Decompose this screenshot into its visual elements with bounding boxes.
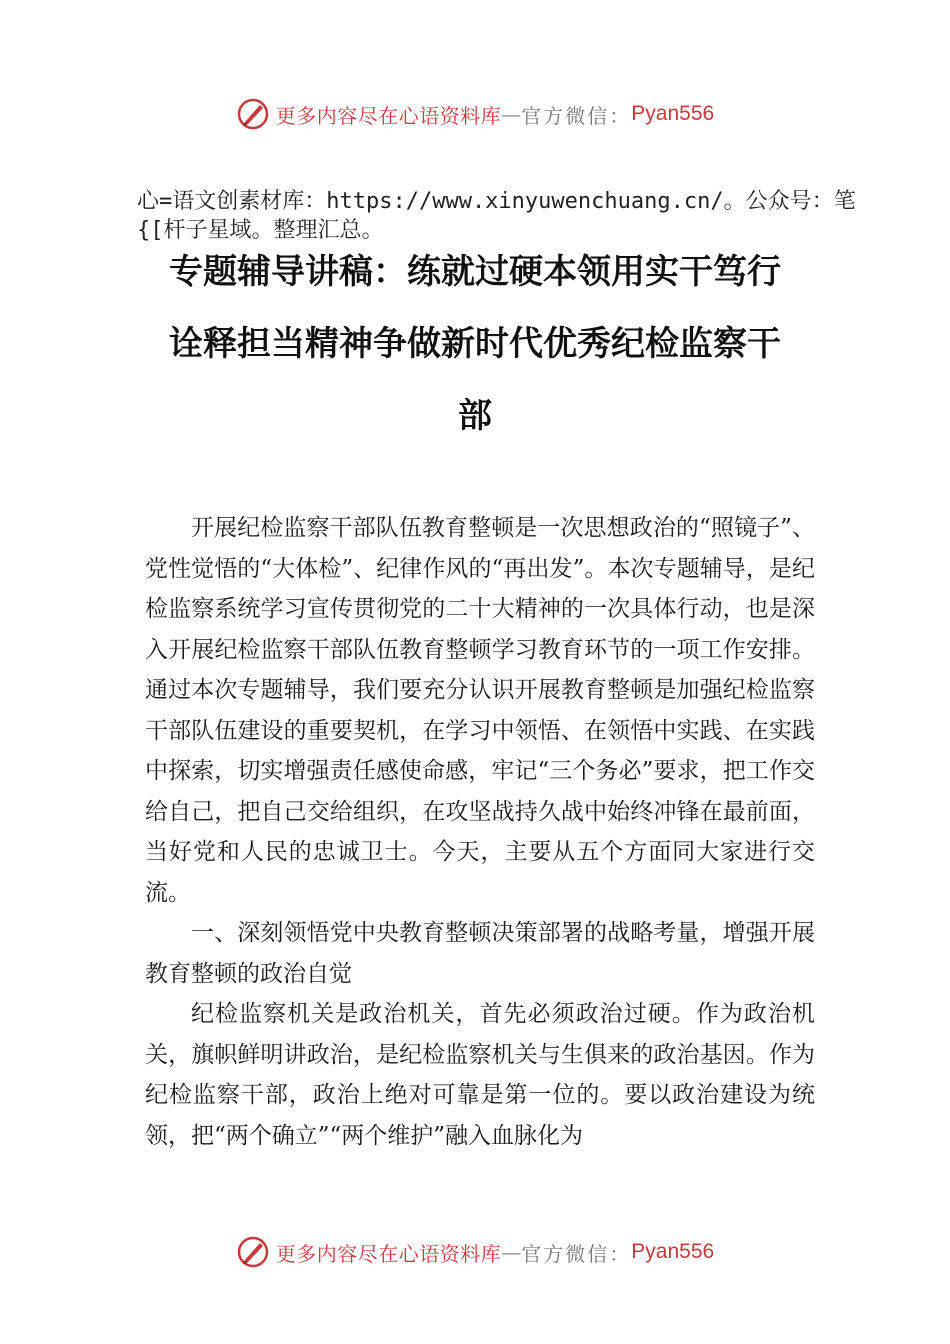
banner-text: 更多内容尽在心语资料库 (275, 103, 502, 128)
footer-banner (0, 1232, 950, 1272)
brush-pen-icon (236, 97, 270, 131)
banner-wechat-label: 官方微信： (521, 103, 632, 128)
title-line-2: 诠释担当精神争做新时代优秀纪检监察干 (169, 324, 781, 364)
brush-pen-icon (236, 1235, 270, 1269)
section-heading-1: 一、深刻领悟党中央教育整顿决策部署的战略考量，增强开展教育整顿的政治自觉 (145, 920, 815, 987)
header-banner (0, 94, 950, 134)
source-line: 心=语文创素材库：https://www.xinyuwenchuang.cn/。公众号：笔{[杆子星域。整理汇总。 (137, 189, 856, 243)
title-line-3: 部 (458, 396, 492, 436)
banner-wechat-label: 官方微信： (521, 1241, 632, 1266)
banner-wechat-id: Pyan556 (631, 102, 715, 125)
banner-text: 更多内容尽在心语资料库 (275, 1241, 502, 1266)
paragraph-intro: 开展纪检监察干部队伍教育整顿是一次思想政治的“照镜子”、党性觉悟的“大体检”、纪律作风的“再出发”。本次专题辅导，是纪检监察系统学习宣传贯彻党的二十大精神的一次具体行动，也是深入开展纪检监察干部队伍教育整顿学习教育环节的一项工作安排。通过本次专题辅导，我们要充分认识开展教育整顿是加强纪检监察干部队伍建设的重要契机，在学习中领悟、在领悟中实践、在实践中探索，切实增强责任感使命感，牢记“三个务必”要求，把工作交给自己，把自己交给组织，在攻坚战持久战中始终冲锋在最前面，当好党和人民的忠诚卫士。今天，主要从五个方面同大家进行交流。 (145, 515, 815, 906)
document-body (145, 508, 815, 1156)
banner-wechat-id: Pyan556 (631, 1240, 715, 1263)
document-title (130, 236, 820, 452)
banner-separator: — (501, 1240, 522, 1264)
banner-separator: — (501, 102, 522, 126)
title-line-1: 专题辅导讲稿：练就过硬本领用实干笃行 (169, 252, 781, 292)
paragraph-section-1: 纪检监察机关是政治机关，首先必须政治过硬。作为政治机关，旗帜鲜明讲政治，是纪检监察机关与生俱来的政治基因。作为纪检监察干部，政治上绝对可靠是第一位的。要以政治建设为统领，把“两个确立”“两个维护”融入血脉化为 (145, 1001, 815, 1149)
